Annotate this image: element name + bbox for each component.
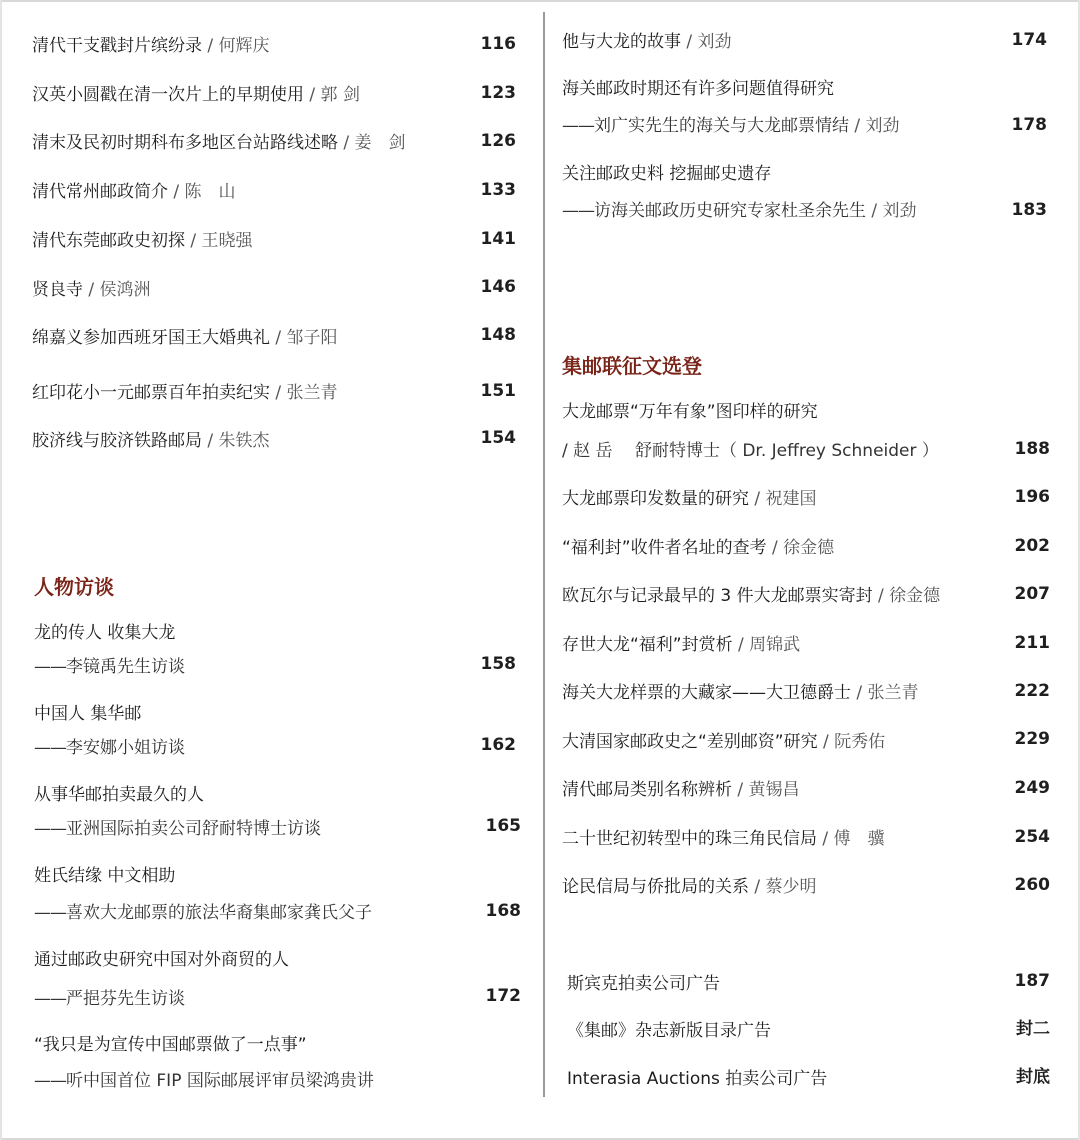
entry-author: 徐金德 <box>783 538 835 558</box>
entry-title: 斯宾克拍卖公司广告 <box>567 974 720 994</box>
entry-author: 阮秀佑 <box>834 732 886 752</box>
page-number: 116 <box>480 34 516 54</box>
entry-author: 傅 骥 <box>833 829 885 849</box>
entry-author: 刘劲 <box>882 201 917 221</box>
entry-title: 贤良寺 <box>32 280 83 300</box>
entry-subtitle: 严挹芬先生访谈 <box>66 989 185 1009</box>
entry-title: 二十世纪初转型中的珠三角民信局 <box>562 829 817 849</box>
page-number: 172 <box>485 986 521 1006</box>
entry-title: 中国人 集华邮 <box>34 704 142 724</box>
entry-title: 大清国家邮政史之“差别邮资”研究 <box>562 732 818 752</box>
entry-subtitle: 刘广实先生的海关与大龙邮票情结 <box>594 116 849 136</box>
entry-author: 蔡少明 <box>765 877 817 897</box>
page-number: 178 <box>1011 115 1047 135</box>
page-number: 211 <box>1014 633 1050 653</box>
entry-author: / 赵 岳 舒耐特博士（ Dr. Jeffrey Schneider ） <box>562 441 939 461</box>
entry-subtitle: 访海关邮政历史研究专家杜圣余先生 <box>594 201 866 221</box>
entry-subtitle: 李镜禹先生访谈 <box>66 657 185 677</box>
page-number: 174 <box>1011 30 1047 50</box>
entry-author: 朱铁杰 <box>218 431 270 451</box>
right-column: 他与大龙的故事 / 刘劲 174 海关邮政时期还有许多问题值得研究 ——刘广实先生的海关与大龙邮票情结 / 刘劲 178 关注邮政史料 挖掘邮史遗存 ——访海关邮政历史研究专家杜圣余先生 / 刘劲 183 集邮联征文选登 大龙邮票“万年有象”图印样的研究 / 赵 岳 舒耐特博士（ Dr. Jeffrey Schneider ） 188 大龙邮票印发数量的研究 / 祝建国 196 “福利封”收件者名址的查考 / 徐金德 202 欧瓦尔与记录最早的 3 件大龙邮票实寄封 / 徐金德 207 存世大龙“福利”封赏析 / 周锦武 211 海关大龙样票的大藏家——大卫德爵士 / 张兰青 222 大清国家邮政史之“差别邮资”研究 / 阮秀佑 229 清代邮局类别名称辨析 / 黄锡昌 249 二十世纪初转型中的珠三角民信局 / 傅 骥 254 论民信局与侨批局的关系 / 蔡少明 260 斯宾克拍卖公司广告 187 《集邮》杂志新版目录广告 封二 Interasia Auctions 拍卖公司广告 封底 <box>562 30 1050 1089</box>
entry-author: 邹子阳 <box>286 328 338 348</box>
entry-title: 《集邮》杂志新版目录广告 <box>567 1021 771 1041</box>
entry-title: 关注邮政史料 挖掘邮史遗存 <box>562 164 772 184</box>
page-number: 260 <box>1014 875 1050 895</box>
entry-title: “福利封”收件者名址的查考 <box>562 538 767 558</box>
page-number: 123 <box>480 83 516 103</box>
entry-title: 红印花小一元邮票百年拍卖纪实 <box>32 383 270 403</box>
entry-title: 从事华邮拍卖最久的人 <box>34 785 204 805</box>
entry-title: 清代邮局类别名称辨析 <box>562 780 732 800</box>
entry-subtitle: 亚洲国际拍卖公司舒耐特博士访谈 <box>66 819 321 839</box>
entry-title: 汉英小圆戳在清一次片上的早期使用 <box>32 85 304 105</box>
entry-author: 侯鸿洲 <box>99 280 151 300</box>
page-number: 151 <box>480 381 516 401</box>
entry-title: 清代东莞邮政史初探 <box>32 231 185 251</box>
entry-title: 论民信局与侨批局的关系 <box>562 877 749 897</box>
page-number: 126 <box>480 131 516 151</box>
page-number: 154 <box>480 428 516 448</box>
page-number: 133 <box>480 180 516 200</box>
entry-title: 清代干支戳封片缤纷录 <box>32 36 202 56</box>
entry-title: 胶济线与胶济铁路邮局 <box>32 431 202 451</box>
section-title-essays: 集邮联征文选登 <box>562 354 702 378</box>
entry-author: 祝建国 <box>765 489 817 509</box>
page-number: 148 <box>480 325 516 345</box>
page-number: 162 <box>480 735 516 755</box>
entry-title: 绵嘉义参加西班牙国王大婚典礼 <box>32 328 270 348</box>
entry-author: 刘劲 <box>865 116 900 136</box>
entry-author: 周锦武 <box>749 635 801 655</box>
page-number: 202 <box>1014 536 1050 556</box>
page-number: 183 <box>1011 200 1047 220</box>
page-number: 165 <box>485 816 521 836</box>
entry-author: 张兰青 <box>286 383 338 403</box>
page-number: 207 <box>1014 584 1050 604</box>
entry-title: 他与大龙的故事 <box>562 32 681 52</box>
entry-subtitle: 喜欢大龙邮票的旅法华裔集邮家龚氏父子 <box>66 903 372 923</box>
entry-author: 郭 剑 <box>320 85 360 105</box>
entry-subtitle: 听中国首位 FIP 国际邮展评审员梁鸿贵讲 <box>66 1071 374 1091</box>
page-number: 168 <box>485 901 521 921</box>
entry-author: 黄锡昌 <box>748 780 800 800</box>
entry-title: 存世大龙“福利”封赏析 <box>562 635 733 655</box>
page-number: 187 <box>1014 971 1050 991</box>
page-number: 196 <box>1014 487 1050 507</box>
page-number: 254 <box>1014 827 1050 847</box>
entry-title: 海关邮政时期还有许多问题值得研究 <box>562 79 834 99</box>
entry-author: 王晓强 <box>201 231 253 251</box>
entry-author: 徐金德 <box>889 586 941 606</box>
page-number: 222 <box>1014 681 1050 701</box>
section-title-interviews: 人物访谈 <box>34 575 114 599</box>
entry-title: 姓氏结缘 中文相助 <box>34 866 176 886</box>
left-column: 清代干支戳封片缤纷录 / 何辉庆 116 汉英小圆戳在清一次片上的早期使用 / 郭 剑 123 清末及民初时期科布多地区台站路线述略 / 姜 剑 126 清代常州邮政简介 / 陈 山 133 清代东莞邮政史初探 / 王晓强 141 贤良寺 / 侯鸿洲 146 绵嘉义参加西班牙国王大婚典礼 / 邹子阳 148 红印花小一元邮票百年拍卖纪实 / 张兰青 151 胶济线与胶济铁路邮局 / 朱铁杰 154 人物访谈 龙的传人 收集大龙 ——李镜禹先生访谈 158 中国人 集华邮 ——李安娜小姐访谈 162 从事华邮拍卖最久的人 ——亚洲国际拍卖公司舒耐特博士访谈 165 姓氏结缘 中文相助 ——喜欢大龙邮票的旅法华裔集邮家龚氏父子 168 通过邮政史研究中国对外商贸的人 ——严挹芬先生访谈 172 “我只是为宣传中国邮票做了一点事” ——听中国首位 FIP 国际邮展评审员梁鸿贵讲 <box>32 34 521 1091</box>
entry-title: 清末及民初时期科布多地区台站路线述略 <box>32 133 338 153</box>
entry-title: 龙的传人 收集大龙 <box>34 623 176 643</box>
entry-title: 欧瓦尔与记录最早的 3 件大龙邮票实寄封 <box>562 586 873 606</box>
page-number: 封二 <box>1016 1019 1050 1039</box>
entry-title: 清代常州邮政简介 <box>32 182 168 202</box>
page-number: 封底 <box>1016 1067 1050 1087</box>
page-number: 249 <box>1014 778 1050 798</box>
entry-title: 大龙邮票印发数量的研究 <box>562 489 749 509</box>
entry-title: “我只是为宣传中国邮票做了一点事” <box>34 1035 307 1055</box>
entry-title: 通过邮政史研究中国对外商贸的人 <box>34 950 289 970</box>
entry-title: Interasia Auctions 拍卖公司广告 <box>567 1069 828 1089</box>
entry-author: 姜 剑 <box>354 133 406 153</box>
entry-author: 张兰青 <box>867 683 919 703</box>
entry-title: 海关大龙样票的大藏家——大卫德爵士 <box>562 683 851 703</box>
entry-subtitle: 李安娜小姐访谈 <box>66 738 185 758</box>
entry-author: 刘劲 <box>697 32 732 52</box>
entry-author: 陈 山 <box>184 182 236 202</box>
page-number: 188 <box>1014 439 1050 459</box>
entry-author: 何辉庆 <box>218 36 270 56</box>
page-number: 229 <box>1014 729 1050 749</box>
entry-title: 大龙邮票“万年有象”图印样的研究 <box>562 402 818 422</box>
page-number: 141 <box>480 229 516 249</box>
page-number: 146 <box>480 277 516 297</box>
page-number: 158 <box>480 654 516 674</box>
